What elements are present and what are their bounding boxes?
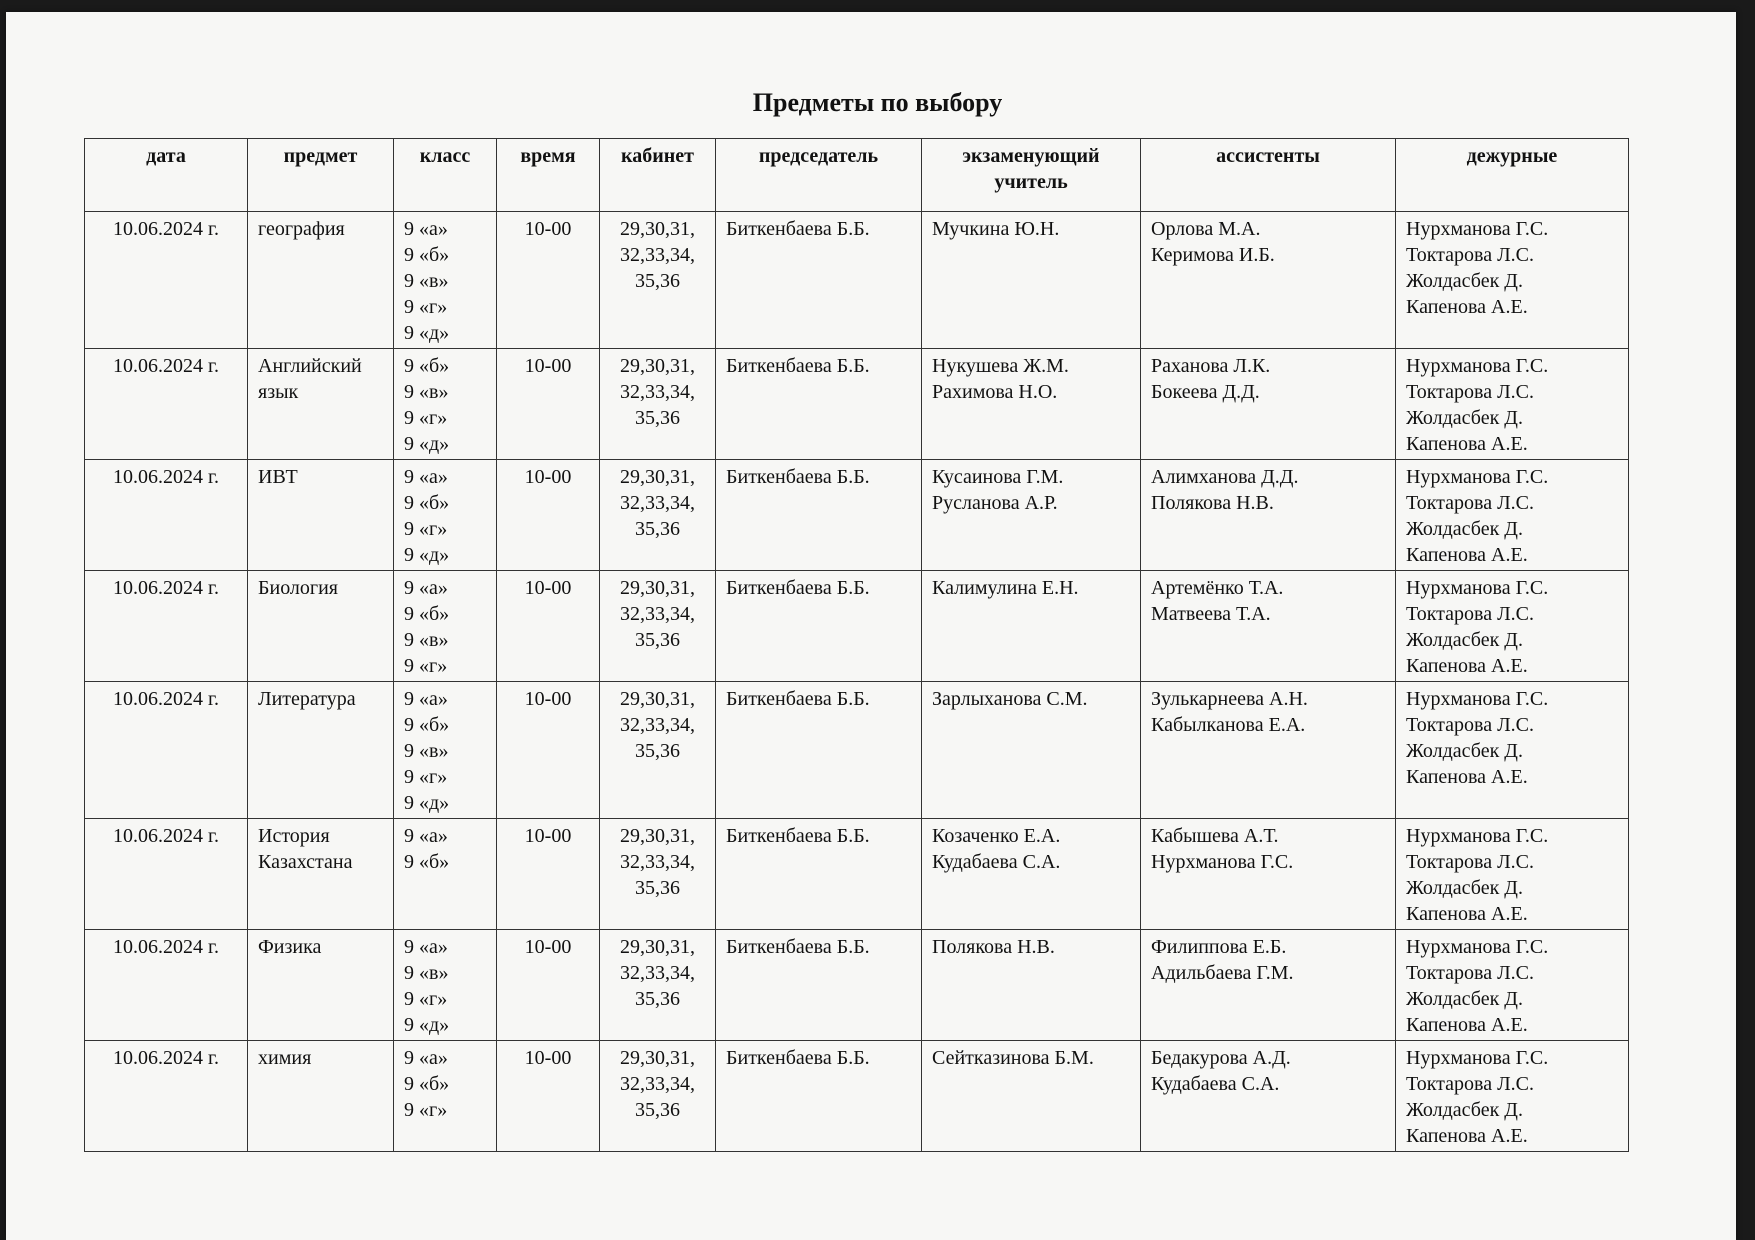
- class-line: 9 «г»: [404, 1099, 448, 1121]
- assistants-cell: [1141, 930, 1396, 1041]
- date-cell: 10.06.2024 г.: [85, 460, 248, 571]
- chair-cell: Биткенбаева Б.Б.: [716, 682, 922, 819]
- duty-line: Жолдасбек Д.: [1406, 518, 1523, 540]
- examiner-cell: [922, 930, 1141, 1041]
- duty-line: Капенова А.Е.: [1406, 296, 1528, 318]
- subject-line: Английский: [258, 355, 362, 377]
- examiner-line: Козаченко Е.А.: [932, 825, 1061, 847]
- duty-cell: [1396, 349, 1629, 460]
- room-line: 35,36: [635, 270, 680, 292]
- date-cell: 10.06.2024 г.: [85, 349, 248, 460]
- examiner-line: Мучкина Ю.Н.: [932, 218, 1060, 240]
- subject-line: Биология: [258, 577, 339, 599]
- chair-cell: Биткенбаева Б.Б.: [716, 349, 922, 460]
- table-row: [85, 682, 1629, 819]
- header-date: дата: [85, 139, 248, 212]
- room-cell: [600, 349, 716, 460]
- duty-line: Токтарова Л.С.: [1406, 714, 1534, 736]
- class-cell: [394, 1041, 497, 1152]
- duty-line: Жолдасбек Д.: [1406, 629, 1523, 651]
- class-line: 9 «г»: [404, 655, 448, 677]
- room-line: 32,33,34,: [620, 492, 695, 514]
- time-cell: 10-00: [497, 819, 600, 930]
- duty-cell: [1396, 930, 1629, 1041]
- duty-line: Нурхманова Г.С.: [1406, 1047, 1549, 1069]
- chair-cell: Биткенбаева Б.Б.: [716, 819, 922, 930]
- header-time: время: [497, 139, 600, 212]
- duty-line: Жолдасбек Д.: [1406, 1099, 1523, 1121]
- assistants-cell: [1141, 1041, 1396, 1152]
- exam-schedule-table: [84, 138, 1629, 1152]
- examiner-cell: [922, 571, 1141, 682]
- class-cell: [394, 682, 497, 819]
- room-cell: [600, 460, 716, 571]
- class-line: 9 «б»: [404, 355, 450, 377]
- room-line: 32,33,34,: [620, 381, 695, 403]
- class-line: 9 «д»: [404, 544, 450, 566]
- table-row: [85, 1041, 1629, 1152]
- header-room: кабинет: [600, 139, 716, 212]
- date-cell: 10.06.2024 г.: [85, 819, 248, 930]
- class-line: 9 «а»: [404, 218, 448, 240]
- assistant-line: Кабылканова Е.А.: [1151, 714, 1306, 736]
- duty-line: Капенова А.Е.: [1406, 766, 1528, 788]
- duty-line: Нурхманова Г.С.: [1406, 577, 1549, 599]
- room-line: 35,36: [635, 740, 680, 762]
- date-cell: 10.06.2024 г.: [85, 1041, 248, 1152]
- room-line: 35,36: [635, 629, 680, 651]
- class-line: 9 «а»: [404, 466, 448, 488]
- class-cell: [394, 571, 497, 682]
- class-cell: [394, 819, 497, 930]
- subject-line: химия: [258, 1047, 312, 1069]
- duty-line: Капенова А.Е.: [1406, 1125, 1528, 1147]
- duty-cell: [1396, 571, 1629, 682]
- room-cell: [600, 212, 716, 349]
- table-row: [85, 349, 1629, 460]
- table-row: [85, 212, 1629, 349]
- chair-cell: Биткенбаева Б.Б.: [716, 1041, 922, 1152]
- room-line: 29,30,31,: [620, 466, 695, 488]
- page-title: Предметы по выбору: [752, 88, 1003, 117]
- subject-cell: [248, 819, 394, 930]
- time-cell: 10-00: [497, 930, 600, 1041]
- class-line: 9 «в»: [404, 962, 449, 984]
- assistant-line: Кабышева А.Т.: [1151, 825, 1279, 847]
- header-row: [85, 139, 1629, 212]
- examiner-line: Зарлыханова С.М.: [932, 688, 1088, 710]
- duty-line: Жолдасбек Д.: [1406, 740, 1523, 762]
- class-line: 9 «г»: [404, 296, 448, 318]
- header-class: класс: [394, 139, 497, 212]
- chair-cell: Биткенбаева Б.Б.: [716, 930, 922, 1041]
- assistant-line: Бедакурова А.Д.: [1151, 1047, 1291, 1069]
- subject-line: язык: [258, 381, 299, 403]
- room-line: 29,30,31,: [620, 936, 695, 958]
- room-line: 35,36: [635, 1099, 680, 1121]
- duty-line: Токтарова Л.С.: [1406, 492, 1534, 514]
- duty-line: Токтарова Л.С.: [1406, 1073, 1534, 1095]
- assistant-line: Зулькарнеева А.Н.: [1151, 688, 1308, 710]
- room-cell: [600, 1041, 716, 1152]
- assistant-line: Филиппова Е.Б.: [1151, 936, 1287, 958]
- table-row: [85, 571, 1629, 682]
- examiner-line: Полякова Н.В.: [932, 936, 1055, 958]
- examiner-line: Кусаинова Г.М.: [932, 466, 1064, 488]
- subject-line: Физика: [258, 936, 322, 958]
- class-cell: [394, 930, 497, 1041]
- assistant-line: Раханова Л.К.: [1151, 355, 1271, 377]
- room-line: 35,36: [635, 988, 680, 1010]
- class-line: 9 «в»: [404, 270, 449, 292]
- subject-line: Казахстана: [258, 851, 353, 873]
- room-line: 35,36: [635, 877, 680, 899]
- assistant-line: Керимова И.Б.: [1151, 244, 1275, 266]
- assistants-cell: [1141, 349, 1396, 460]
- class-line: 9 «б»: [404, 244, 450, 266]
- examiner-cell: [922, 1041, 1141, 1152]
- duty-line: Капенова А.Е.: [1406, 903, 1528, 925]
- assistant-line: Полякова Н.В.: [1151, 492, 1274, 514]
- examiner-cell: [922, 212, 1141, 349]
- duty-line: Нурхманова Г.С.: [1406, 936, 1549, 958]
- class-line: 9 «б»: [404, 714, 450, 736]
- class-cell: [394, 349, 497, 460]
- room-cell: [600, 571, 716, 682]
- duty-line: Жолдасбек Д.: [1406, 988, 1523, 1010]
- duty-cell: [1396, 1041, 1629, 1152]
- class-line: 9 «б»: [404, 1073, 450, 1095]
- chair-cell: Биткенбаева Б.Б.: [716, 460, 922, 571]
- subject-line: История: [258, 825, 330, 847]
- header-chair: председатель: [716, 139, 922, 212]
- chair-cell: Биткенбаева Б.Б.: [716, 571, 922, 682]
- time-cell: 10-00: [497, 571, 600, 682]
- duty-line: Нурхманова Г.С.: [1406, 466, 1549, 488]
- examiner-line: Нукушева Ж.М.: [932, 355, 1069, 377]
- examiner-line: Русланова А.Р.: [932, 492, 1058, 514]
- examiner-line: Рахимова Н.О.: [932, 381, 1058, 403]
- room-line: 35,36: [635, 518, 680, 540]
- duty-cell: [1396, 212, 1629, 349]
- examiner-cell: [922, 819, 1141, 930]
- assistants-cell: [1141, 460, 1396, 571]
- date-cell: 10.06.2024 г.: [85, 930, 248, 1041]
- assistants-cell: [1141, 819, 1396, 930]
- duty-line: Жолдасбек Д.: [1406, 877, 1523, 899]
- class-line: 9 «б»: [404, 851, 450, 873]
- examiner-cell: [922, 682, 1141, 819]
- table-row: [85, 930, 1629, 1041]
- room-line: 35,36: [635, 407, 680, 429]
- duty-line: Нурхманова Г.С.: [1406, 218, 1549, 240]
- class-line: 9 «а»: [404, 688, 448, 710]
- class-cell: [394, 212, 497, 349]
- date-cell: 10.06.2024 г.: [85, 571, 248, 682]
- assistant-line: Кудабаева С.А.: [1151, 1073, 1280, 1095]
- time-cell: 10-00: [497, 349, 600, 460]
- room-line: 29,30,31,: [620, 688, 695, 710]
- room-cell: [600, 682, 716, 819]
- subject-cell: [248, 460, 394, 571]
- room-line: 29,30,31,: [620, 218, 695, 240]
- duty-line: Капенова А.Е.: [1406, 1014, 1528, 1036]
- duty-line: Жолдасбек Д.: [1406, 270, 1523, 292]
- subject-cell: [248, 682, 394, 819]
- class-line: 9 «г»: [404, 518, 448, 540]
- room-line: 29,30,31,: [620, 577, 695, 599]
- examiner-cell: [922, 349, 1141, 460]
- class-line: 9 «г»: [404, 988, 448, 1010]
- room-line: 32,33,34,: [620, 603, 695, 625]
- assistant-line: Бокеева Д.Д.: [1151, 381, 1260, 403]
- duty-line: Нурхманова Г.С.: [1406, 688, 1549, 710]
- duty-line: Жолдасбек Д.: [1406, 407, 1523, 429]
- room-cell: [600, 930, 716, 1041]
- class-line: 9 «д»: [404, 792, 450, 814]
- assistants-cell: [1141, 682, 1396, 819]
- subject-cell: [248, 1041, 394, 1152]
- class-line: 9 «б»: [404, 603, 450, 625]
- subject-cell: [248, 212, 394, 349]
- class-line: 9 «б»: [404, 492, 450, 514]
- subject-cell: [248, 571, 394, 682]
- assistant-line: Алимханова Д.Д.: [1151, 466, 1299, 488]
- room-line: 32,33,34,: [620, 1073, 695, 1095]
- duty-line: Капенова А.Е.: [1406, 544, 1528, 566]
- assistants-cell: [1141, 571, 1396, 682]
- room-line: 32,33,34,: [620, 851, 695, 873]
- assistant-line: Нурхманова Г.С.: [1151, 851, 1294, 873]
- room-line: 32,33,34,: [620, 962, 695, 984]
- class-line: 9 «д»: [404, 1014, 450, 1036]
- duty-line: Токтарова Л.С.: [1406, 603, 1534, 625]
- duty-line: Капенова А.Е.: [1406, 655, 1528, 677]
- examiner-line: Сейтказинова Б.М.: [932, 1047, 1094, 1069]
- subject-line: ИВТ: [258, 466, 298, 488]
- class-line: 9 «в»: [404, 629, 449, 651]
- duty-line: Нурхманова Г.С.: [1406, 355, 1549, 377]
- class-line: 9 «г»: [404, 407, 448, 429]
- examiner-line: Калимулина Е.Н.: [932, 577, 1079, 599]
- assistants-cell: [1141, 212, 1396, 349]
- duty-line: Токтарова Л.С.: [1406, 962, 1534, 984]
- assistant-line: Матвеева Т.А.: [1151, 603, 1271, 625]
- subject-line: география: [258, 218, 345, 240]
- table-row: [85, 819, 1629, 930]
- time-cell: 10-00: [497, 682, 600, 819]
- duty-line: Токтарова Л.С.: [1406, 244, 1534, 266]
- class-cell: [394, 460, 497, 571]
- class-line: 9 «а»: [404, 577, 448, 599]
- class-line: 9 «а»: [404, 825, 448, 847]
- examiner-line: Кудабаева С.А.: [932, 851, 1061, 873]
- date-cell: 10.06.2024 г.: [85, 682, 248, 819]
- time-cell: 10-00: [497, 460, 600, 571]
- duty-line: Капенова А.Е.: [1406, 433, 1528, 455]
- class-line: 9 «а»: [404, 1047, 448, 1069]
- time-cell: 10-00: [497, 212, 600, 349]
- chair-cell: Биткенбаева Б.Б.: [716, 212, 922, 349]
- class-line: 9 «д»: [404, 322, 450, 344]
- duty-line: Токтарова Л.С.: [1406, 851, 1534, 873]
- class-line: 9 «а»: [404, 936, 448, 958]
- class-line: 9 «в»: [404, 740, 449, 762]
- subject-line: Литература: [258, 688, 356, 710]
- class-line: 9 «д»: [404, 433, 450, 455]
- duty-cell: [1396, 819, 1629, 930]
- subject-cell: [248, 930, 394, 1041]
- room-line: 32,33,34,: [620, 714, 695, 736]
- room-line: 29,30,31,: [620, 355, 695, 377]
- subject-cell: [248, 349, 394, 460]
- room-cell: [600, 819, 716, 930]
- duty-line: Токтарова Л.С.: [1406, 381, 1534, 403]
- table-row: [85, 460, 1629, 571]
- assistant-line: Орлова М.А.: [1151, 218, 1261, 240]
- header-examiner: экзаменующий учитель: [922, 139, 1141, 212]
- duty-line: Нурхманова Г.С.: [1406, 825, 1549, 847]
- header-assistants: ассистенты: [1141, 139, 1396, 212]
- date-cell: 10.06.2024 г.: [85, 212, 248, 349]
- header-duty: дежурные: [1396, 139, 1629, 212]
- class-line: 9 «в»: [404, 381, 449, 403]
- examiner-cell: [922, 460, 1141, 571]
- duty-cell: [1396, 682, 1629, 819]
- class-line: 9 «г»: [404, 766, 448, 788]
- duty-cell: [1396, 460, 1629, 571]
- room-line: 29,30,31,: [620, 825, 695, 847]
- room-line: 29,30,31,: [620, 1047, 695, 1069]
- assistant-line: Адильбаева Г.М.: [1151, 962, 1294, 984]
- header-subject: предмет: [248, 139, 394, 212]
- time-cell: 10-00: [497, 1041, 600, 1152]
- assistant-line: Артемёнко Т.А.: [1151, 577, 1284, 599]
- room-line: 32,33,34,: [620, 244, 695, 266]
